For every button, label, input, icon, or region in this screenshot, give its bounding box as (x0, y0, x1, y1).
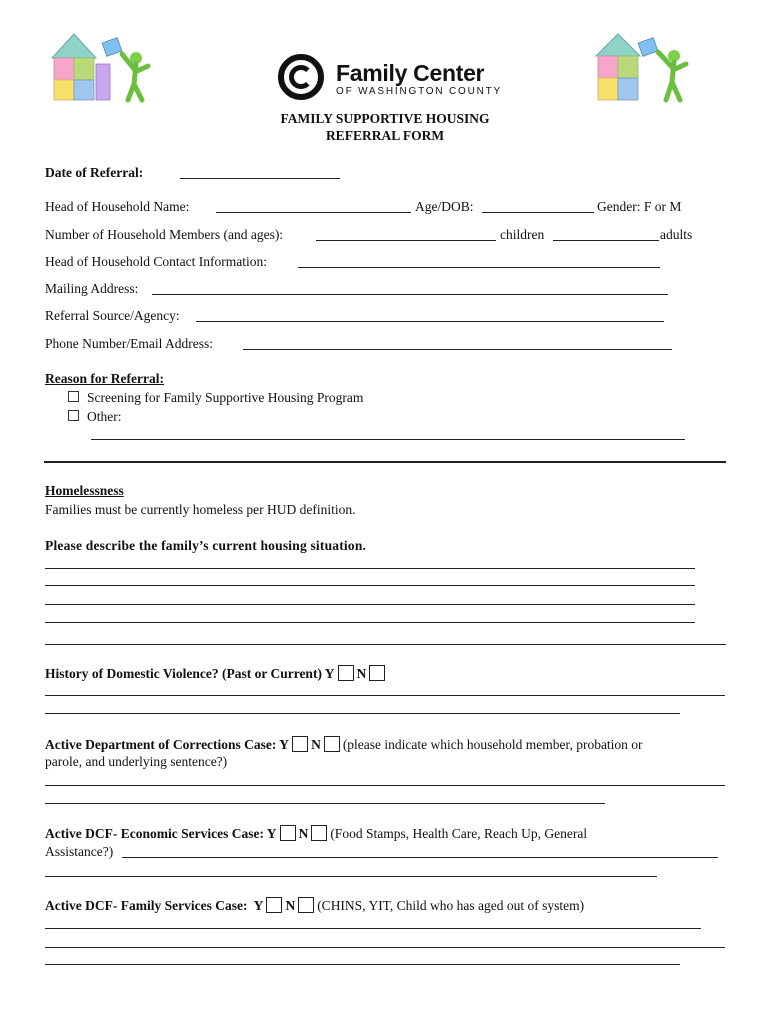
checkbox-icon[interactable] (68, 410, 79, 421)
dcf-family-question (45, 897, 584, 914)
doc-note-line2: parole, and underlying sentence?) (45, 754, 228, 769)
doc-no-checkbox-icon[interactable] (324, 736, 340, 752)
reason-option-screening[interactable] (68, 390, 363, 406)
dcf-family-no-label: N (285, 898, 296, 913)
dcf-family-yes-checkbox-icon[interactable] (266, 897, 282, 913)
section-divider (44, 461, 726, 463)
dcf-econ-question-label: Active DCF- Economic Services Case: Y (45, 826, 277, 841)
age-dob-label: Age/DOB: (415, 199, 474, 214)
doc-answer-line[interactable] (45, 785, 725, 786)
dcf-family-question-label: Active DCF- Family Services Case: Y (45, 898, 264, 913)
form-title-line1: FAMILY SUPPORTIVE HOUSING (280, 111, 490, 126)
dcf-econ-no-checkbox-icon[interactable] (311, 825, 327, 841)
mailing-address-label: Mailing Address: (45, 281, 139, 296)
phone-email-field[interactable] (243, 349, 672, 350)
reason-heading: Reason for Referral: (45, 371, 164, 386)
dv-yes-checkbox-icon[interactable] (338, 665, 354, 681)
housing-situation-line[interactable] (45, 604, 695, 605)
housing-situation-line[interactable] (45, 644, 726, 645)
head-of-household-label: Head of Household Name: (45, 199, 190, 214)
gender-label: Gender: F or M (597, 199, 682, 214)
household-members-field[interactable] (316, 240, 496, 241)
dv-no-label: N (356, 666, 367, 681)
checkbox-icon[interactable] (68, 391, 79, 402)
dv-question (45, 665, 388, 682)
puzzle-house-illustration-right (592, 30, 696, 106)
logo-name: Family Center (336, 60, 485, 86)
dcf-econ-note: (Food Stamps, Health Care, Reach Up, General (330, 826, 588, 841)
dcf-family-note: (CHINS, YIT, Child who has aged out of system) (317, 898, 585, 913)
dcf-econ-no-label: N (298, 826, 309, 841)
dv-no-checkbox-icon[interactable] (369, 665, 385, 681)
doc-question (45, 736, 643, 753)
dcf-family-answer-line[interactable] (45, 964, 680, 965)
housing-situation-line[interactable] (45, 585, 695, 586)
reason-option-screening-label: Screening for Family Supportive Housing Program (87, 390, 364, 405)
dcf-econ-note-line2: Assistance?) (45, 844, 114, 859)
adults-label: adults (660, 227, 693, 242)
mailing-address-field[interactable] (152, 294, 668, 295)
doc-question-label: Active Department of Corrections Case: Y (45, 737, 290, 752)
dv-question-label: History of Domestic Violence? (Past or Current) Y (45, 666, 335, 681)
logo-subtitle: OF WASHINGTON COUNTY (336, 86, 502, 97)
dcf-econ-answer-line[interactable] (45, 876, 657, 877)
referral-source-field[interactable] (196, 321, 664, 322)
date-of-referral-label: Date of Referral: (45, 165, 144, 180)
dcf-family-answer-line[interactable] (45, 947, 725, 948)
children-label: children (500, 227, 545, 242)
referral-source-label: Referral Source/Agency: (45, 308, 180, 323)
dcf-econ-yes-checkbox-icon[interactable] (280, 825, 296, 841)
dv-answer-line[interactable] (45, 713, 680, 714)
adults-field[interactable] (553, 240, 659, 241)
homelessness-note: Families must be currently homeless per HUD definition. (45, 502, 356, 517)
homelessness-heading: Homelessness (45, 483, 124, 498)
housing-situation-line[interactable] (45, 622, 695, 623)
doc-note: (please indicate which household member, probation or (342, 737, 643, 752)
reason-option-other[interactable] (68, 409, 122, 425)
housing-situation-line[interactable] (45, 568, 695, 569)
head-of-household-field[interactable] (216, 212, 411, 213)
dcf-family-no-checkbox-icon[interactable] (298, 897, 314, 913)
dcf-econ-answer-line[interactable] (122, 857, 718, 858)
household-members-label: Number of Household Members (and ages): (45, 227, 284, 242)
age-dob-field[interactable] (482, 212, 594, 213)
reason-option-other-label: Other: (87, 409, 122, 424)
doc-yes-checkbox-icon[interactable] (292, 736, 308, 752)
doc-no-label: N (311, 737, 321, 752)
housing-situation-prompt: Please describe the family’s current housing situation. (45, 538, 367, 553)
puzzle-house-illustration-left (44, 30, 156, 106)
contact-info-label: Head of Household Contact Information: (45, 254, 267, 269)
doc-answer-line[interactable] (45, 803, 605, 804)
form-title-line2: REFERRAL FORM (325, 128, 445, 143)
other-reason-field[interactable] (91, 439, 685, 440)
date-of-referral-field[interactable] (180, 178, 340, 179)
contact-info-field[interactable] (298, 267, 660, 268)
dcf-econ-question (45, 825, 587, 842)
dcf-family-answer-line[interactable] (45, 928, 701, 929)
dv-answer-line[interactable] (45, 695, 725, 696)
phone-email-label: Phone Number/Email Address: (45, 336, 213, 351)
family-center-logo (278, 52, 502, 108)
logo-mark-inner (289, 65, 313, 89)
